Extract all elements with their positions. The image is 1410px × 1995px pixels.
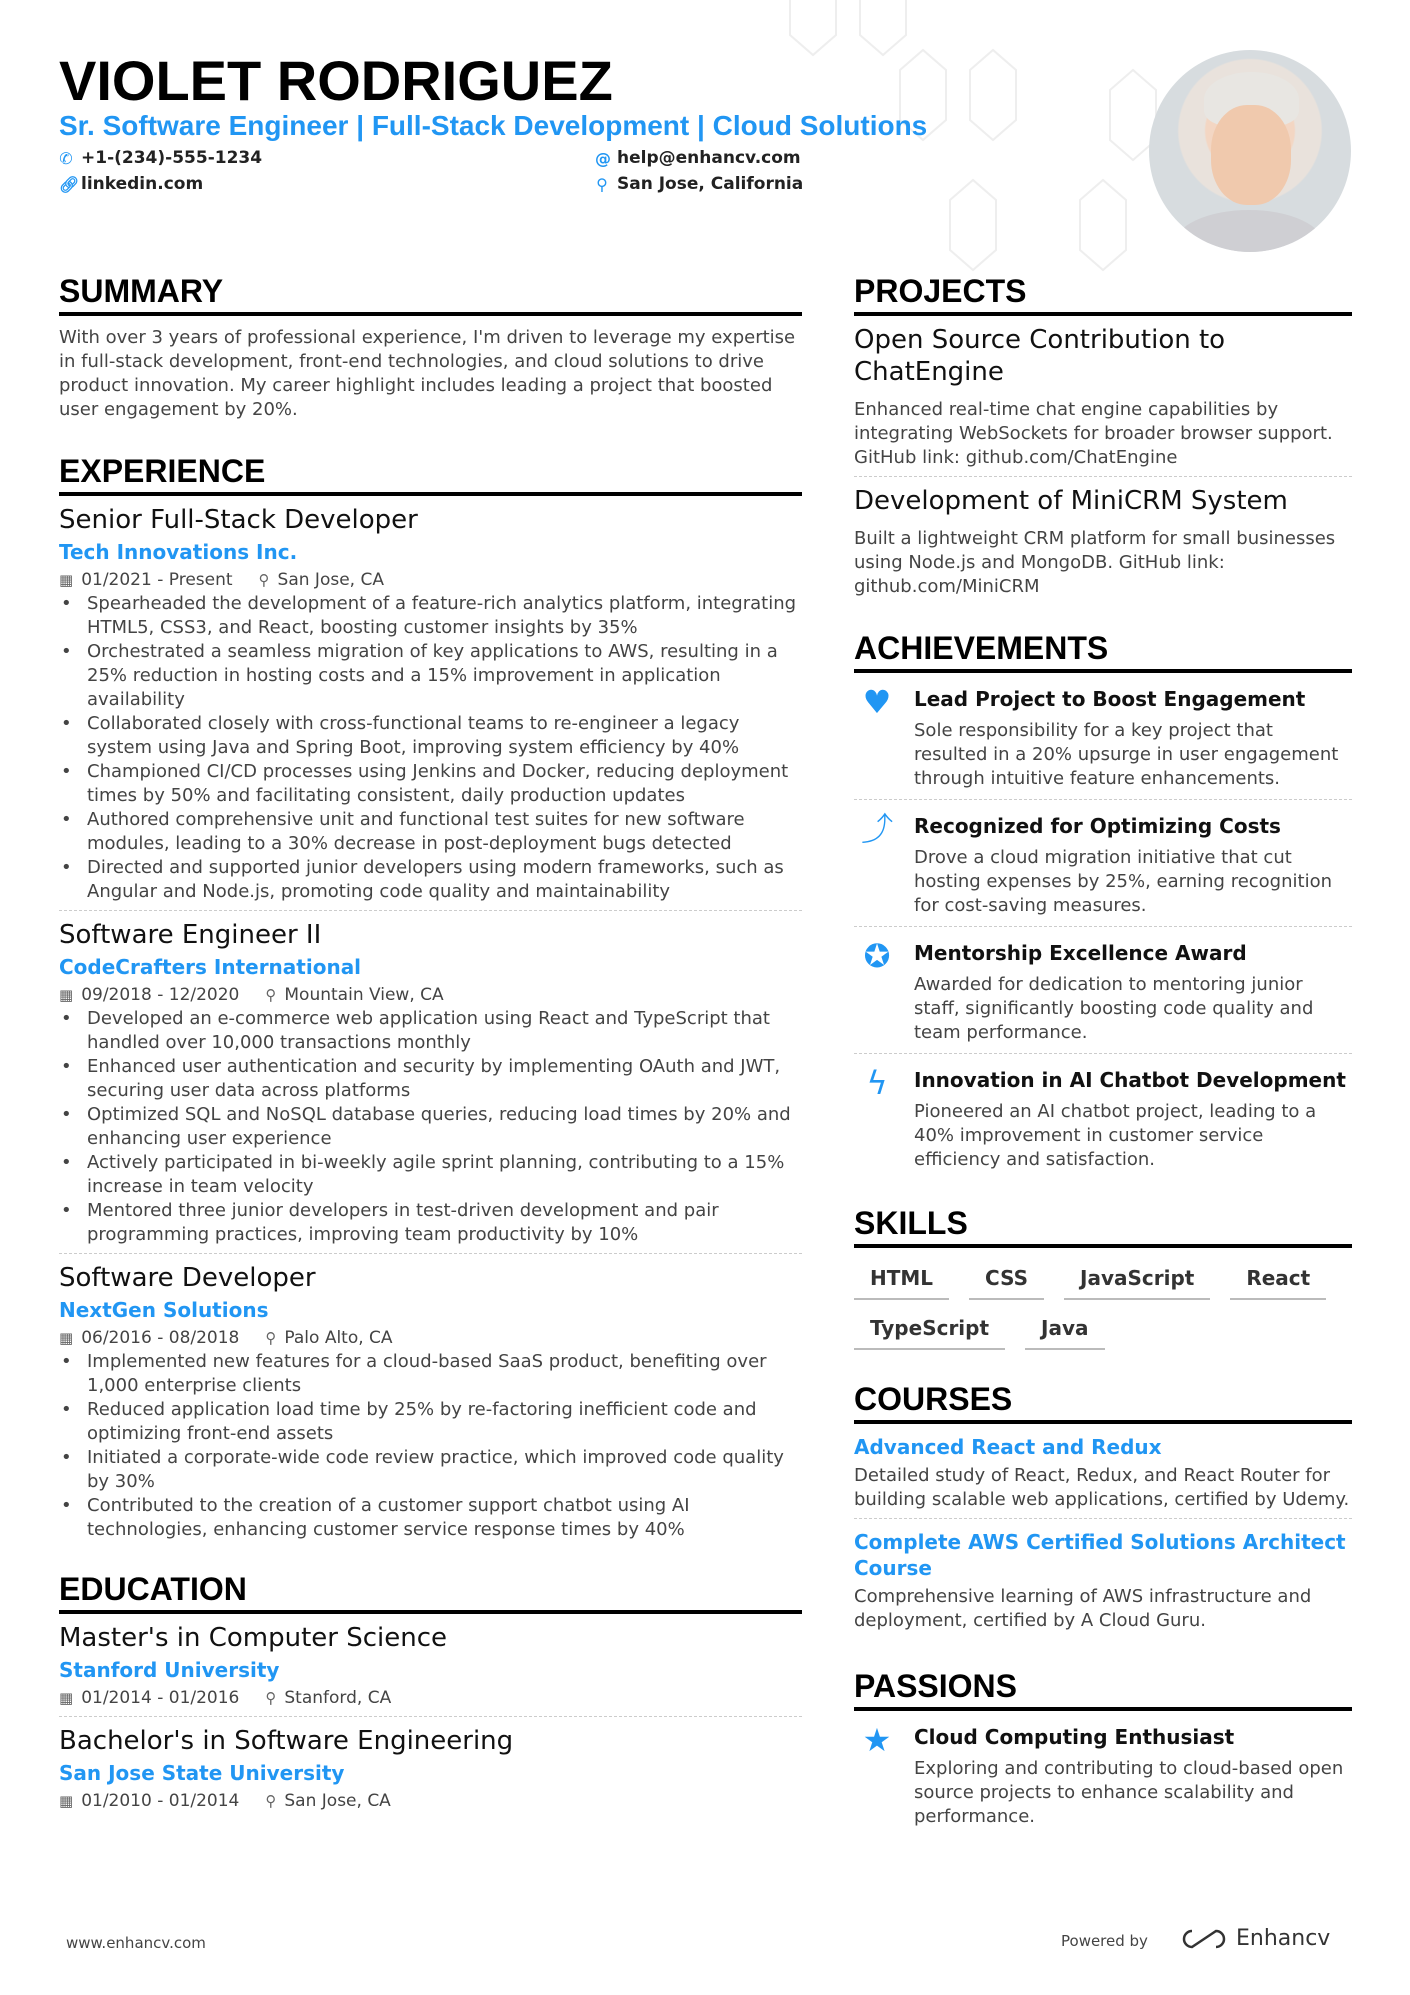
skill-tag: Java [1025,1316,1104,1350]
footer-website[interactable]: www.enhancv.com [66,1934,206,1952]
school-name: Stanford University [59,1658,280,1682]
location-pin-icon: ⚲ [258,571,270,589]
job-location: San Jose, CA [277,570,384,590]
skills-section [854,1204,1352,1350]
passions-section [854,1667,1352,1837]
section-title: SUMMARY [59,272,802,316]
location-pin-icon: ⚲ [265,1792,277,1810]
company-name: CodeCrafters International [59,955,362,979]
company-name: NextGen Solutions [59,1298,269,1322]
email-text[interactable]: help@enhancv.com [617,148,801,168]
at-icon: @ [595,148,611,168]
course-entry [854,1434,1352,1519]
achievement-entry [854,673,1352,800]
section-title: PASSIONS [854,1667,1352,1711]
job-bullet: • Championed CI/CD processes using Jenkins and Docker, reducing deployment times by 50% and facilitating consistent, daily production updates [59,760,802,808]
degree: Bachelor's in Software Engineering [59,1726,514,1756]
calendar-icon: ▦ [59,1792,74,1810]
experience-entry [59,504,802,911]
degree: Master's in Computer Science [59,1623,448,1653]
experience-entry [59,1262,802,1548]
strategy-icon: ⤴ [860,810,893,848]
passion-entry [854,1711,1352,1837]
phone-text: +1-(234)-555-1234 [81,148,263,168]
job-location: Mountain View, CA [284,985,444,1005]
school-name: San Jose State University [59,1761,345,1785]
bolt-icon: ϟ [866,1064,888,1102]
education-entry [59,1725,802,1819]
job-dates: 06/2016 - 08/2018 [81,1328,240,1348]
job-bullet: • Spearheaded the development of a feature-rich analytics platform, integrating HTML5, CSS3, and React, boosting customer insights by 35% [59,592,802,640]
edu-dates: 01/2014 - 01/2016 [81,1688,240,1708]
section-title: PROJECTS [854,272,1352,316]
left-column [59,272,802,1821]
project-title: Development of MiniCRM System [854,486,1288,516]
location-pin-icon: ⚲ [596,174,608,194]
achievement-title: Recognized for Optimizing Costs [914,814,1281,838]
job-bullet: • Collaborated closely with cross-functional teams to re-engineer a legacy system using Java and Spring Boot, improving system efficiency by 40% [59,712,802,760]
achievement-entry [854,800,1352,927]
course-title[interactable]: Complete AWS Certified Solutions Architect Course [854,1530,1346,1580]
linkedin-text[interactable]: linkedin.com [81,174,204,194]
location-pin-icon: ⚲ [265,1689,277,1707]
summary-text: With over 3 years of professional experience, I'm driven to leverage my expertise in full-stack development, front-end technologies, and cloud solutions to drive product innovation. My career highlight includes leading a project that boosted user engagement by 20%. [59,327,796,420]
experience-section [59,452,802,1548]
calendar-icon: ▦ [59,571,74,589]
job-bullet: • Actively participated in bi-weekly agile sprint planning, contributing to a 15% increase in team velocity [59,1151,802,1199]
project-entry [854,324,1352,477]
job-title: Senior Full-Stack Developer [59,505,418,535]
passion-description: Exploring and contributing to cloud-based open source projects to enhance scalability and performance. [914,1758,1344,1827]
job-bullet: • Mentored three junior developers in test-driven development and pair programming practices, improving team productivity by 10% [59,1199,802,1247]
enhancv-logo-icon [1180,1927,1228,1951]
star-icon: ★ [862,1721,892,1759]
achievements-section [854,629,1352,1180]
section-title: EDUCATION [59,1570,802,1614]
achievement-entry [854,1054,1352,1180]
course-description: Comprehensive learning of AWS infrastructure and deployment, certified by A Cloud Guru. [854,1586,1312,1631]
link-icon: 🔗︎ [59,174,80,194]
job-bullet: • Optimized SQL and NoSQL database queries, reducing load times by 20% and enhancing user experience [59,1103,802,1151]
job-bullet: • Implemented new features for a cloud-based SaaS product, benefiting over 1,000 enterprise clients [59,1350,802,1398]
location-pin-icon: ⚲ [265,1329,277,1347]
skill-tag: TypeScript [854,1316,1005,1350]
profile-photo [1149,50,1351,252]
job-dates: 09/2018 - 12/2020 [81,985,240,1005]
job-bullet: • Directed and supported junior developers using modern frameworks, such as Angular and Node.js, promoting code quality and maintainability [59,856,802,904]
job-bullet: • Contributed to the creation of a customer support chatbot using AI technologies, enhancing customer service response times by 40% [59,1494,802,1542]
job-title: Software Developer [59,1263,316,1293]
phone [59,148,262,168]
phone-icon: ✆ [59,148,73,168]
section-title: COURSES [854,1380,1352,1424]
course-description: Detailed study of React, Redux, and React Router for building scalable web applications, certified by Udemy. [854,1465,1350,1510]
passion-title: Cloud Computing Enthusiast [914,1725,1235,1749]
edu-dates: 01/2010 - 01/2014 [81,1791,240,1811]
section-title: ACHIEVEMENTS [854,629,1352,673]
job-bullet: • Authored comprehensive unit and functional test suites for new software modules, leading to a 30% decrease in post-deployment bugs detected [59,808,802,856]
calendar-icon: ▦ [59,1329,74,1347]
achievement-description: Drove a cloud migration initiative that cut hosting expenses by 25%, earning recognition for cost-saving measures. [914,847,1332,916]
location-pin-icon: ⚲ [265,986,277,1004]
headline: Sr. Software Engineer | Full-Stack Development | Cloud Solutions [59,110,928,141]
location-text: San Jose, California [617,174,804,194]
job-dates: 01/2021 - Present [81,570,233,590]
course-title[interactable]: Advanced React and Redux [854,1435,1162,1459]
enhancv-logo[interactable] [1180,1926,1330,1951]
summary-section [59,272,802,422]
calendar-icon: ▦ [59,1689,74,1707]
calendar-icon: ▦ [59,986,74,1004]
achievement-title: Mentorship Excellence Award [914,941,1247,965]
section-title: SKILLS [854,1204,1352,1248]
company-name: Tech Innovations Inc. [59,540,298,564]
project-description: Built a lightweight CRM platform for small businesses using Node.js and MongoDB. GitHub link: github.com/MiniCRM [854,528,1336,597]
job-bullet: • Enhanced user authentication and security by implementing OAuth and JWT, securing user data across platforms [59,1055,802,1103]
job-bullet: • Reduced application load time by 25% by re-factoring inefficient code and optimizing front-end assets [59,1398,802,1446]
right-column [854,272,1352,1837]
edu-location: Stanford, CA [284,1688,392,1708]
edu-location: San Jose, CA [284,1791,391,1811]
job-bullet: • Orchestrated a seamless migration of key applications to AWS, resulting in a 25% reduction in hosting costs and a 15% improvement in application availability [59,640,802,712]
skill-tag: CSS [969,1266,1044,1300]
section-title: EXPERIENCE [59,452,802,496]
education-section [59,1570,802,1819]
job-bullet: • Developed an e-commerce web application using React and TypeScript that handled over 10,000 transactions monthly [59,1007,802,1055]
achievement-title: Innovation in AI Chatbot Development [914,1068,1346,1092]
footer-powered-by: Powered by [1061,1932,1148,1950]
location [595,174,803,194]
skill-tag: HTML [854,1266,949,1300]
job-bullet: • Initiated a corporate-wide code review practice, which improved code quality by 30% [59,1446,802,1494]
courses-section [854,1380,1352,1639]
linkedin-link[interactable] [59,174,203,194]
skill-tag: JavaScript [1064,1266,1210,1300]
project-entry [854,485,1352,605]
enhancv-brand: Enhancv [1236,1926,1331,1951]
achievement-description: Pioneered an AI chatbot project, leading to a 40% improvement in customer service efficiency and satisfaction. [914,1101,1317,1170]
project-title: Open Source Contribution to ChatEngine [854,325,1226,387]
education-entry [59,1622,802,1717]
job-title: Software Engineer II [59,920,322,950]
job-location: Palo Alto, CA [284,1328,393,1348]
course-entry [854,1529,1352,1639]
skill-tag: React [1230,1266,1326,1300]
heart-icon: ♥ [862,683,892,721]
project-description: Enhanced real-time chat engine capabilities by integrating WebSockets for broader browser support. GitHub link: github.com/ChatEngine [854,399,1333,468]
achievement-description: Sole responsibility for a key project that resulted in a 20% upsurge in user engagement through intuitive feature enhancements. [914,720,1339,789]
achievement-entry [854,927,1352,1054]
projects-section [854,272,1352,605]
achievement-title: Lead Project to Boost Engagement [914,687,1306,711]
experience-entry [59,919,802,1254]
award-icon: ✪ [863,937,891,975]
email[interactable] [595,148,801,168]
candidate-name: VIOLET RODRIGUEZ [59,49,613,112]
achievement-description: Awarded for dedication to mentoring junior staff, significantly boosting code quality and team performance. [914,974,1314,1043]
